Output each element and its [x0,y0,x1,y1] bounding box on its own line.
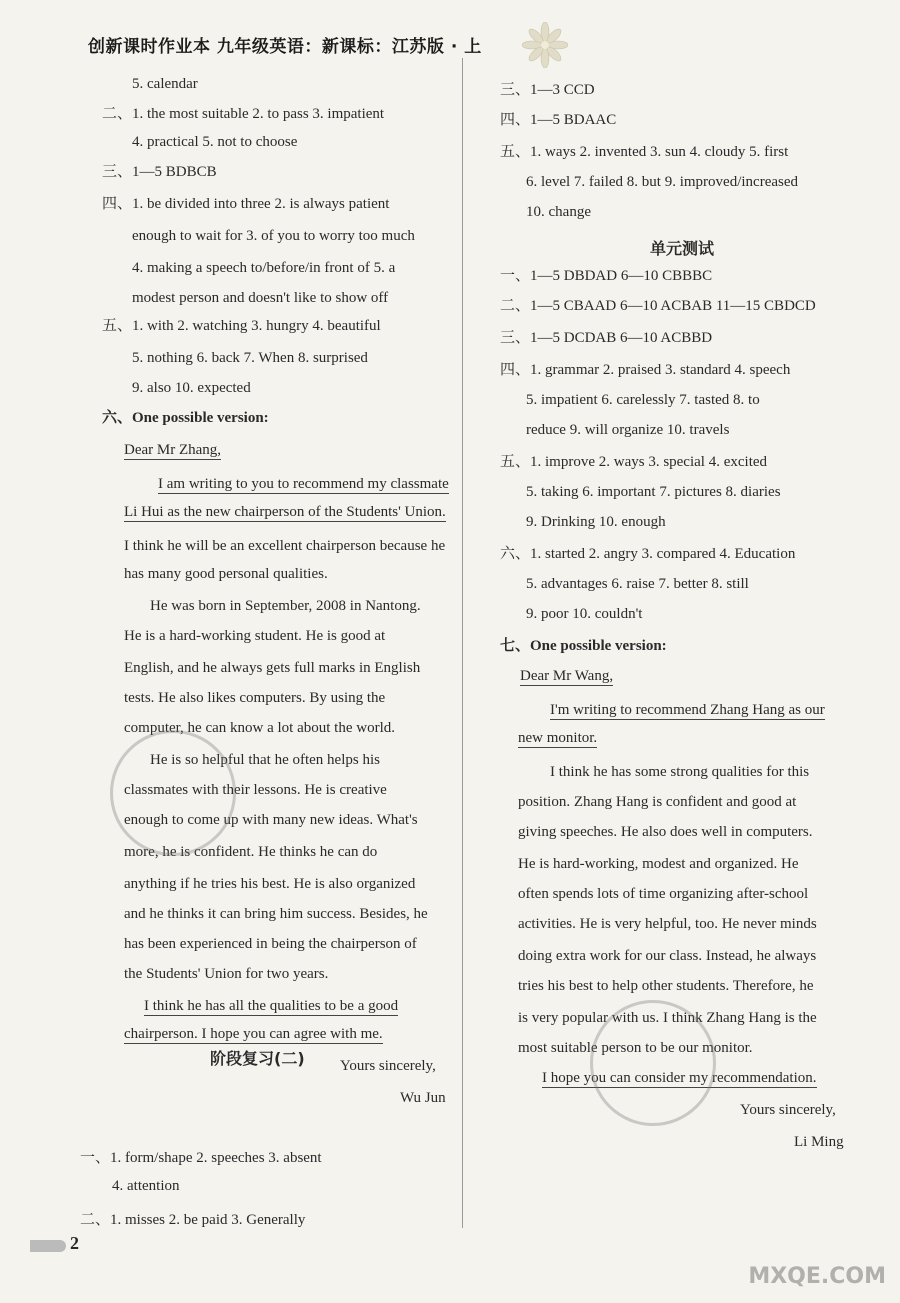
answer-line: enough to come up with many new ideas. What's [124,812,418,828]
answer-line: often spends lots of time organizing after-school [518,886,809,902]
answer-line: has many good personal qualities. [124,566,328,582]
section-title-review: 阶段复习(二) [210,1049,305,1068]
answer-line: 五、1. improve 2. ways 3. special 4. excited [500,454,768,470]
answer-line: 10. change [526,204,591,220]
answer-line: 三、1—5 DCDAB 6—10 ACBBD [500,330,713,346]
answer-line: 六、1. started 2. angry 3. compared 4. Education [500,546,796,562]
section-title-unit-test: 单元测试 [650,239,715,258]
answer-line: 5. advantages 6. raise 7. better 8. still [526,576,749,592]
answer-line: 五、1. with 2. watching 3. hungry 4. beautiful [102,318,381,334]
answer-line: computer, he can know a lot about the world. [124,720,395,736]
answer-line: new monitor. [518,730,598,746]
answer-line: activities. He is very helpful, too. He never minds [518,916,817,932]
answer-line: 五、1. ways 2. invented 3. sun 4. cloudy 5. first [500,144,789,160]
answer-line: I think he has some strong qualities for this [550,764,810,780]
answer-line: I think he will be an excellent chairperson because he [124,538,446,554]
stamp-right [590,1000,716,1126]
answer-line: tries his best to help other students. Therefore, he [518,978,814,994]
answer-line: 四、1. grammar 2. praised 3. standard 4. speech [500,362,791,378]
answer-line: reduce 9. will organize 10. travels [526,422,730,438]
answer-line: 四、1. be divided into three 2. is always patient [102,196,390,212]
answer-line: 4. making a speech to/before/in front of 5. a [132,260,396,276]
flower-decoration-icon [522,22,568,68]
answer-line: Wu Jun [400,1090,446,1106]
answer-line: 9. Drinking 10. enough [526,514,666,530]
answer-line: 二、1—5 CBAAD 6—10 ACBAB 11—15 CBDCD [500,298,816,314]
answer-line: He was born in September, 2008 in Nantong. [150,598,421,614]
answer-line: I'm writing to recommend Zhang Hang as our [550,702,825,718]
answer-line: 5. impatient 6. carelessly 7. tasted 8. to [526,392,760,408]
answer-line: and he thinks it can bring him success. Besides, he [124,906,428,922]
answer-line: 七、One possible version: [500,638,667,654]
answer-line: giving speeches. He also does well in computers. [518,824,813,840]
answer-line: Dear Mr Zhang, [124,442,222,458]
answer-line: chairperson. I hope you can agree with me. [124,1026,383,1042]
page-number-marker [30,1240,66,1252]
column-divider [462,58,463,1228]
answer-line: modest person and doesn't like to show off [132,290,389,306]
answer-line: I think he has all the qualities to be a good [144,998,399,1014]
answer-line: Yours sincerely, [340,1058,436,1074]
answer-line: Yours sincerely, [740,1102,836,1118]
answer-line: I am writing to you to recommend my classmate [158,476,449,492]
answer-line: anything if he tries his best. He is also organized [124,876,416,892]
answer-line: 三、1—3 CCD [500,82,595,98]
answer-line: position. Zhang Hang is confident and good at [518,794,797,810]
answer-line: 二、1. the most suitable 2. to pass 3. impatient [102,106,385,122]
answer-line: He is a hard-working student. He is good at [124,628,386,644]
answer-line: 一、1. form/shape 2. speeches 3. absent [80,1150,322,1166]
answer-line: most suitable person to be our monitor. [518,1040,753,1056]
answer-line: enough to wait for 3. of you to worry too much [132,228,415,244]
page-header: 创新课时作业本 九年级英语：新课标：江苏版 · 上 [88,37,482,57]
answer-line: doing extra work for our class. Instead, he always [518,948,817,964]
answer-line: He is so helpful that he often helps his [150,752,380,768]
answer-line: is very popular with us. I think Zhang Hang is the [518,1010,817,1026]
answer-line: tests. He also likes computers. By using the [124,690,386,706]
watermark: MXQE.COM [748,1264,886,1289]
answer-line: Dear Mr Wang, [520,668,614,684]
stamp-left [110,730,236,856]
answer-line: 5. taking 6. important 7. pictures 8. diaries [526,484,781,500]
answer-line: 六、One possible version: [102,410,269,426]
answer-line: Li Hui as the new chairperson of the Students' Union. [124,504,446,520]
answer-line: 4. attention [112,1178,180,1194]
answer-line: the Students' Union for two years. [124,966,329,982]
page-number: 2 [70,1233,79,1253]
answer-line: 9. poor 10. couldn't [526,606,643,622]
answer-line: Li Ming [794,1134,844,1150]
answer-line: He is hard-working, modest and organized. He [518,856,799,872]
answer-line: 6. level 7. failed 8. but 9. improved/increased [526,174,798,190]
answer-line: 5. calendar [132,76,198,92]
answer-line: more, he is confident. He thinks he can do [124,844,378,860]
answer-line: 5. nothing 6. back 7. When 8. surprised [132,350,368,366]
answer-line: classmates with their lessons. He is creative [124,782,387,798]
answer-line: 三、1—5 BDBCB [102,164,217,180]
answer-line: 二、1. misses 2. be paid 3. Generally [80,1212,306,1228]
answer-line: 一、1—5 DBDAD 6—10 CBBBC [500,268,713,284]
answer-line: 4. practical 5. not to choose [132,134,298,150]
answer-line: has been experienced in being the chairperson of [124,936,417,952]
answer-line: I hope you can consider my recommendation. [542,1070,817,1086]
answer-line: 四、1—5 BDAAC [500,112,617,128]
answer-line: English, and he always gets full marks in English [124,660,421,676]
answer-line: 9. also 10. expected [132,380,251,396]
